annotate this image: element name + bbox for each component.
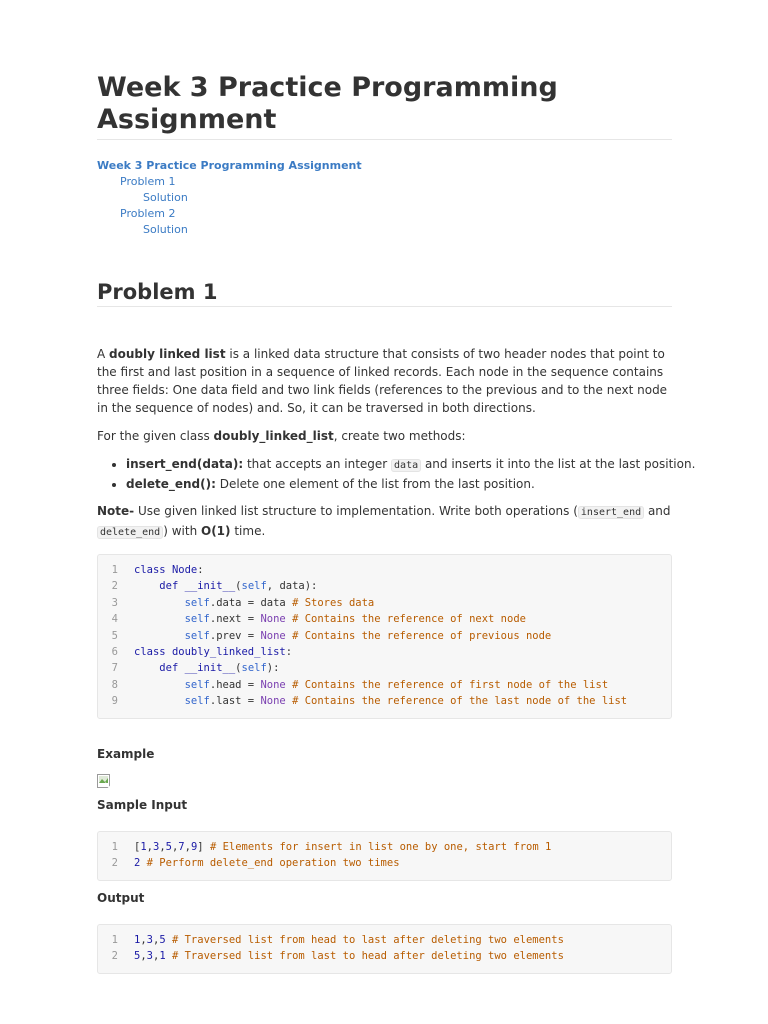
code-token: (	[235, 662, 242, 675]
code-token: 1	[159, 950, 166, 963]
example-label: Example	[97, 747, 155, 761]
code-line	[98, 562, 671, 578]
code-token: ,	[140, 934, 147, 946]
code-token: self	[241, 580, 267, 593]
line-number: 6	[111, 646, 118, 659]
code-token: doubly_linked_list	[171, 646, 286, 659]
line-number: 1	[111, 841, 118, 853]
code-token: __init__	[184, 580, 236, 593]
code-token: self	[241, 662, 267, 675]
code-token: # Contains the reference of the last node of the list	[285, 695, 628, 708]
code-block-class-definition[interactable]	[97, 554, 672, 719]
toc-link-problem-2[interactable]: Problem 2	[120, 207, 176, 220]
code-token: 2	[134, 857, 141, 870]
code-token: .data = data	[209, 596, 293, 609]
line-number: 3	[111, 596, 118, 609]
code-token: # Stores data	[292, 596, 375, 609]
code-block-sample-input[interactable]	[97, 831, 672, 881]
code-token: .last =	[209, 695, 261, 708]
code-token: Node	[171, 564, 198, 576]
code-token: 5	[134, 950, 141, 963]
method-name: delete_end():	[126, 477, 216, 491]
bold-term: doubly_linked_list	[213, 429, 334, 443]
line-number: 1	[111, 564, 118, 576]
methods-list	[97, 455, 701, 494]
code-text	[118, 932, 654, 948]
code-token: .next =	[209, 613, 261, 626]
code-token: def	[159, 580, 185, 593]
text-span: , create two methods:	[333, 429, 466, 443]
text-span: is a linked data structure that consists of two header nodes that point to the first and last position in a sequence of linked records. Each node in the sequence contains three fields: One data field and two link fields (references to the previous and to the next node in the sequence of nodes) and. So, it can be traversed in both directions.	[97, 347, 668, 415]
code-token: self	[184, 613, 210, 626]
code-token: # Traversed list from head to last after deleting two elements	[165, 934, 564, 946]
code-token	[134, 613, 185, 625]
line-number: 2	[111, 580, 118, 593]
text-span: Delete one element of the list from the last position.	[215, 477, 535, 491]
line-number: 9	[111, 695, 118, 708]
code-token: __init__	[184, 662, 236, 675]
code-token	[134, 630, 185, 642]
code-token: ,	[152, 950, 160, 963]
code-line	[98, 839, 671, 855]
code-token: [	[134, 841, 141, 853]
line-number: 2	[111, 857, 118, 870]
code-token: # Traversed list from last to head after deleting two elements	[165, 950, 564, 963]
code-text	[118, 948, 654, 964]
code-token: 5	[159, 934, 166, 946]
note-paragraph	[97, 502, 672, 542]
text-span: and	[644, 504, 671, 518]
code-token: 5	[165, 841, 172, 853]
code-token: # Elements for insert in list one by one, start from 1	[209, 841, 552, 853]
code-token: ,	[152, 934, 160, 946]
code-text	[118, 644, 654, 660]
text-span: ) with	[163, 524, 201, 538]
toc-link-problem-1[interactable]: Problem 1	[120, 175, 176, 188]
code-token: ,	[140, 950, 147, 963]
code-token: , data):	[266, 580, 318, 593]
inline-code: delete_end	[97, 526, 163, 539]
code-token: None	[260, 613, 286, 626]
complexity: O(1)	[201, 524, 231, 538]
list-item	[126, 475, 701, 494]
code-text	[118, 660, 654, 676]
code-token: ,	[146, 841, 153, 853]
code-token: ,	[159, 841, 166, 853]
code-token	[134, 695, 185, 707]
bold-term: doubly linked list	[109, 347, 226, 361]
code-token: ):	[266, 662, 280, 675]
code-token: ,	[184, 841, 191, 853]
code-token	[134, 597, 185, 609]
inline-code: data	[391, 459, 421, 472]
broken-image-icon	[97, 774, 111, 789]
code-token: self	[184, 678, 210, 691]
code-token: # Contains the reference of previous node	[285, 629, 552, 642]
code-token: .prev =	[209, 629, 261, 642]
line-number: 4	[111, 613, 118, 626]
code-text	[118, 839, 654, 855]
code-token: 1	[134, 934, 141, 946]
line-number: 5	[111, 629, 118, 642]
toc-link-assignment[interactable]: Week 3 Practice Programming Assignment	[97, 159, 362, 172]
inline-code: insert_end	[578, 506, 644, 519]
code-text	[118, 562, 654, 578]
code-block-output[interactable]	[97, 924, 672, 974]
code-token: class	[134, 646, 172, 659]
code-line	[98, 677, 671, 693]
page-title: Week 3 Practice Programming Assignment	[97, 72, 672, 140]
line-number: 8	[111, 678, 118, 691]
code-token: ,	[171, 841, 179, 853]
section-heading-problem-1: Problem 1	[97, 279, 672, 307]
code-text	[118, 628, 654, 644]
code-line	[98, 611, 671, 627]
code-token: # Perform delete_end operation two times	[140, 857, 400, 870]
list-item	[126, 455, 701, 475]
line-number: 7	[111, 662, 118, 675]
code-token: .head =	[209, 678, 261, 691]
code-text	[118, 595, 654, 611]
code-token: self	[184, 695, 210, 708]
line-number: 2	[111, 950, 118, 963]
code-token: :	[285, 646, 293, 659]
code-token: None	[260, 629, 286, 642]
code-token	[134, 580, 159, 592]
code-token: 1	[140, 841, 147, 853]
text-span: and inserts it into the list at the last position.	[421, 457, 696, 471]
code-line	[98, 578, 671, 594]
code-token: self	[184, 629, 210, 642]
code-token: (	[235, 580, 242, 593]
code-token: 9	[190, 841, 198, 853]
code-line	[98, 595, 671, 611]
code-line	[98, 628, 671, 644]
code-text	[118, 611, 654, 627]
intro-paragraph	[97, 345, 672, 417]
method-name: insert_end(data):	[126, 457, 244, 471]
line-number: 1	[111, 934, 118, 946]
code-token: # Contains the reference of next node	[285, 613, 526, 626]
code-line	[98, 932, 671, 948]
toc-link-solution-1[interactable]: Solution	[143, 191, 188, 204]
code-token: None	[260, 678, 286, 691]
code-token: ]	[197, 841, 210, 853]
code-token: 7	[178, 841, 185, 853]
code-token: class	[134, 564, 172, 576]
code-token: :	[197, 564, 204, 576]
table-of-contents	[97, 158, 362, 238]
code-text	[118, 578, 654, 594]
code-token	[134, 662, 159, 674]
code-token: # Contains the reference of first node of the list	[285, 678, 609, 691]
text-span: time.	[230, 524, 266, 538]
code-line	[98, 948, 671, 964]
code-line	[98, 644, 671, 660]
code-line	[98, 660, 671, 676]
text-span: For the given class	[97, 429, 214, 443]
code-token: 3	[152, 841, 160, 853]
code-token: self	[184, 596, 210, 609]
code-token	[134, 679, 185, 691]
code-token: 3	[146, 950, 153, 963]
code-token: def	[159, 662, 185, 675]
task-paragraph	[97, 427, 672, 445]
code-line	[98, 693, 671, 709]
code-text	[118, 855, 654, 871]
code-line	[98, 855, 671, 871]
code-token: None	[260, 695, 286, 708]
sample-input-label: Sample Input	[97, 798, 188, 812]
text-span: A	[97, 347, 110, 361]
text-span: that accepts an integer	[243, 457, 392, 471]
output-label: Output	[97, 891, 145, 905]
text-span: Use given linked list structure to implementation. Write both operations (	[134, 504, 578, 518]
toc-link-solution-2[interactable]: Solution	[143, 223, 188, 236]
note-label: Note-	[97, 504, 135, 518]
code-token: 3	[146, 934, 153, 946]
code-text	[118, 677, 654, 693]
code-text	[118, 693, 654, 709]
